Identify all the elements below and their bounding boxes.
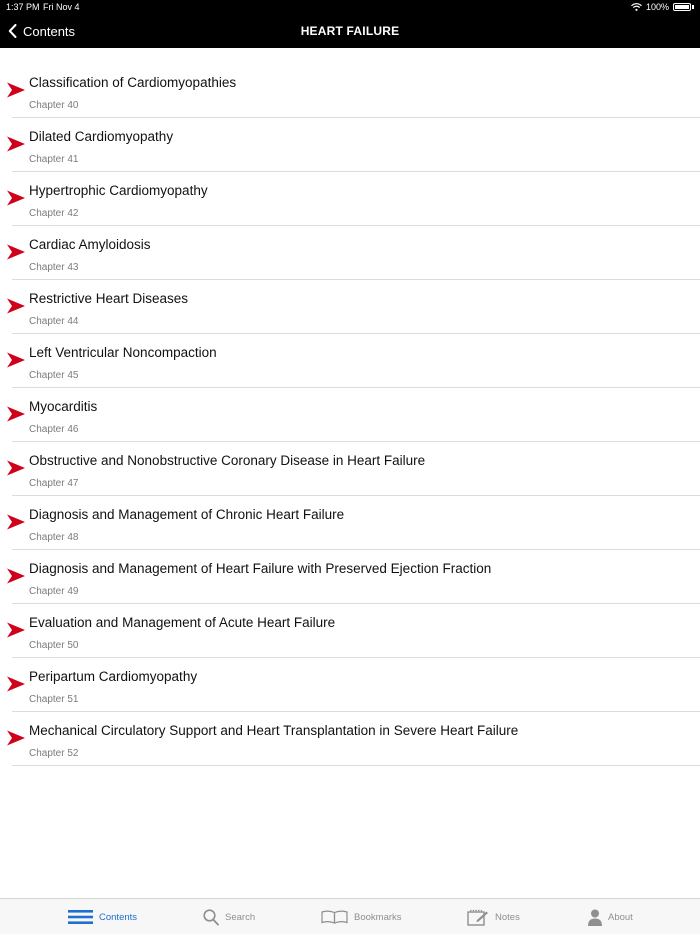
chapter-row[interactable] <box>0 226 700 280</box>
status-date: Fri Nov 4 <box>43 2 80 12</box>
back-button[interactable] <box>8 14 75 48</box>
chapter-title: Peripartum Cardiomyopathy <box>29 669 198 684</box>
chapter-title: Hypertrophic Cardiomyopathy <box>29 183 208 198</box>
tab-notes-label: Notes <box>495 911 520 923</box>
chapter-number: Chapter 52 <box>29 748 79 759</box>
chapter-row[interactable] <box>0 334 700 388</box>
status-right <box>631 2 694 12</box>
tab-bookmarks[interactable] <box>321 899 402 934</box>
chapter-arrow-icon <box>7 298 25 314</box>
navigation-bar <box>0 14 700 48</box>
battery-cap <box>692 5 694 9</box>
chapter-number: Chapter 43 <box>29 262 79 273</box>
chapter-arrow-icon <box>7 622 25 638</box>
battery-icon <box>673 3 691 11</box>
tab-about[interactable] <box>588 899 633 934</box>
wifi-icon <box>631 3 642 11</box>
chapter-arrow-icon <box>7 514 25 530</box>
chapter-row[interactable] <box>0 172 700 226</box>
chapter-arrow-icon <box>7 730 25 746</box>
chapter-arrow-icon <box>7 676 25 692</box>
chapter-row[interactable] <box>0 118 700 172</box>
chapter-row[interactable] <box>0 280 700 334</box>
chapter-number: Chapter 41 <box>29 154 79 165</box>
chapter-title: Mechanical Circulatory Support and Heart Transplantation in Severe Heart Failure <box>29 723 519 738</box>
chapter-number: Chapter 44 <box>29 316 79 327</box>
tab-about-label: About <box>608 911 633 923</box>
chevron-left-icon <box>8 24 17 38</box>
chapter-row[interactable] <box>0 64 700 118</box>
tab-search[interactable] <box>203 899 255 934</box>
back-button-label: Contents <box>23 23 76 39</box>
chapter-row[interactable] <box>0 604 700 658</box>
chapter-number: Chapter 42 <box>29 208 79 219</box>
chapter-number: Chapter 51 <box>29 694 79 705</box>
book-icon <box>321 910 348 924</box>
chapter-title: Dilated Cardiomyopathy <box>29 129 174 144</box>
chapter-number: Chapter 40 <box>29 100 79 111</box>
chapter-title: Myocarditis <box>29 399 98 414</box>
chapter-row[interactable] <box>0 658 700 712</box>
tab-notes[interactable] <box>467 899 520 934</box>
list-icon <box>68 909 93 925</box>
chapter-arrow-icon <box>7 568 25 584</box>
chapter-arrow-icon <box>7 190 25 206</box>
chapter-row[interactable] <box>0 442 700 496</box>
tab-bar <box>0 898 700 934</box>
tab-bookmarks-label: Bookmarks <box>354 911 402 923</box>
chapter-title: Restrictive Heart Diseases <box>29 291 189 306</box>
chapter-arrow-icon <box>7 136 25 152</box>
chapter-arrow-icon <box>7 82 25 98</box>
chapter-number: Chapter 49 <box>29 586 79 597</box>
chapter-title: Diagnosis and Management of Heart Failure with Preserved Ejection Fraction <box>29 561 492 576</box>
chapter-number: Chapter 50 <box>29 640 79 651</box>
chapter-arrow-icon <box>7 460 25 476</box>
chapter-title: Evaluation and Management of Acute Heart Failure <box>29 615 336 630</box>
chapter-list <box>0 64 700 766</box>
tab-contents[interactable] <box>68 899 137 934</box>
page-title: HEART FAILURE <box>300 24 400 38</box>
status-time: 1:37 PM <box>6 2 40 12</box>
chapter-title: Classification of Cardiomyopathies <box>29 75 237 90</box>
chapter-title: Diagnosis and Management of Chronic Heart Failure <box>29 507 345 522</box>
chapter-row[interactable] <box>0 388 700 442</box>
chapter-title: Cardiac Amyloidosis <box>29 237 151 252</box>
chapter-row[interactable] <box>0 712 700 766</box>
battery-percent: 100% <box>645 2 669 12</box>
note-icon <box>467 909 489 926</box>
tab-search-label: Search <box>225 911 256 923</box>
chapter-row[interactable] <box>0 550 700 604</box>
tab-contents-label: Contents <box>99 911 138 923</box>
person-icon <box>588 909 602 926</box>
chapter-title: Obstructive and Nonobstructive Coronary Disease in Heart Failure <box>29 453 426 468</box>
chapter-arrow-icon <box>7 406 25 422</box>
search-icon <box>203 909 219 926</box>
chapter-number: Chapter 45 <box>29 370 79 381</box>
chapter-title: Left Ventricular Noncompaction <box>29 345 217 360</box>
status-bar <box>0 0 700 14</box>
row-divider <box>12 765 700 766</box>
chapter-arrow-icon <box>7 244 25 260</box>
chapter-number: Chapter 47 <box>29 478 79 489</box>
chapter-number: Chapter 48 <box>29 532 79 543</box>
chapter-row[interactable] <box>0 496 700 550</box>
chapter-arrow-icon <box>7 352 25 368</box>
chapter-number: Chapter 46 <box>29 424 79 435</box>
